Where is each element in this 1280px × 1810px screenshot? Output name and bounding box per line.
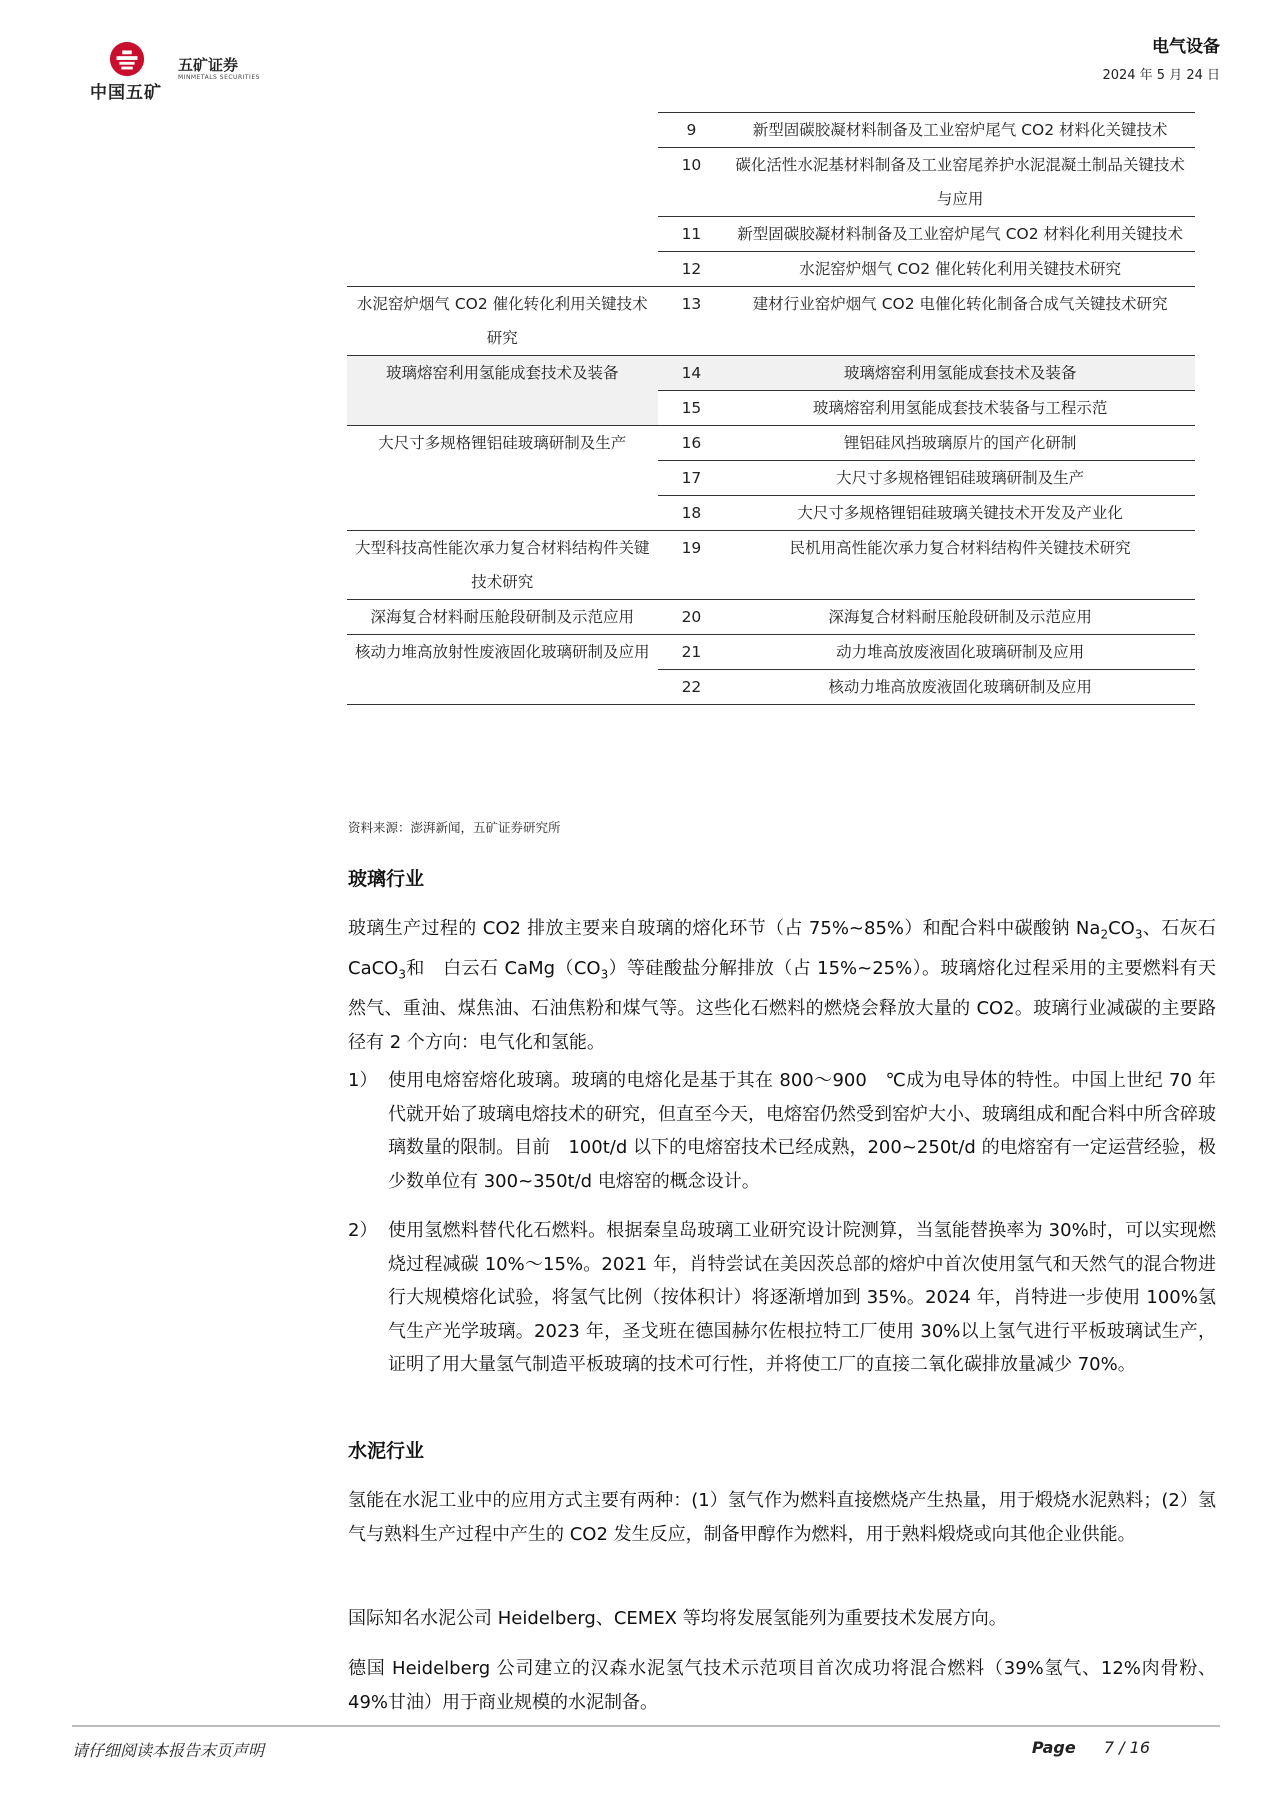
brand-name-en: MINMETALS SECURITIES xyxy=(178,74,260,81)
table-cell-item: 玻璃熔窑利用氢能成套技术装备与工程示范 xyxy=(725,391,1195,426)
table-cell-item: 核动力堆高放废液固化玻璃研制及应用 xyxy=(725,670,1195,705)
table-row xyxy=(347,113,1195,148)
table-cell-number: 19 xyxy=(658,531,726,600)
list-item-number: 2） xyxy=(348,1220,378,1241)
section-title-cement: 水泥行业 xyxy=(348,1440,425,1462)
table-cell-item: 新型固碳胶凝材料制备及工业窑炉尾气 CO2 材料化利用关键技术 xyxy=(725,217,1195,252)
table-cell-item: 大尺寸多规格锂铝硅玻璃关键技术开发及产业化 xyxy=(725,496,1195,531)
table-cell-number: 21 xyxy=(658,635,726,670)
table-row xyxy=(347,217,1195,252)
table-cell-item: 新型固碳胶凝材料制备及工业窑炉尾气 CO2 材料化关键技术 xyxy=(725,113,1195,148)
table-row xyxy=(347,391,1195,426)
brand-name: 五矿证券 xyxy=(178,56,239,74)
table-cell-item: 建材行业窑炉烟气 CO2 电催化转化制备合成气关键技术研究 xyxy=(725,287,1195,356)
glass-paragraph: 玻璃生产过程的 CO2 排放主要来自玻璃的熔化环节（占 75%~85%）和配合料中碳酸钠 $Na_2CO_3$、石灰石 CaCO$_3$和 白云石 $CaMg(CO_3)$等硅酸盐分解排放（占 15%~25%）。玻璃熔化过程采用的主要燃料有天然气、重油、煤焦油、石油焦粉和煤气等。这些化石燃料的燃烧会释放大量的 CO2。玻璃行业减碳的主要路径有 2 个方向：电气化和氢能。 xyxy=(348,918,1216,1053)
table-cell-number: 10 xyxy=(658,148,726,217)
company-logo xyxy=(90,40,260,103)
report-sector: 电气设备 xyxy=(1152,37,1220,57)
table-cell-category: 深海复合材料耐压舱段研制及示范应用 xyxy=(347,600,658,635)
table-row xyxy=(347,531,1195,600)
table-cell-number: 9 xyxy=(658,113,726,148)
table-cell-category: 核动力堆高放射性废液固化玻璃研制及应用 xyxy=(347,635,658,705)
table-cell-category: 玻璃熔窑利用氢能成套技术及装备 xyxy=(386,364,619,382)
list-item-number: 1） xyxy=(348,1070,378,1091)
table-cell-category xyxy=(347,391,658,426)
table-row xyxy=(347,635,1195,670)
table-cell-category: 大尺寸多规格锂铝硅玻璃研制及生产 xyxy=(378,434,627,452)
page-label: Page xyxy=(1031,1738,1076,1757)
project-table xyxy=(347,112,1195,705)
table-cell-number: 22 xyxy=(658,670,726,705)
cement-paragraph-3: 德国 Heidelberg 公司建立的汉森水泥氢气技术示范项目首次成功将混合燃料（39%氢气、12%肉骨粉、49%甘油）用于商业规模的水泥制备。 xyxy=(348,1658,1216,1713)
cement-paragraph-2: 国际知名水泥公司 Heidelberg、CEMEX 等均将发展氢能列为重要技术发展方向。 xyxy=(348,1608,1007,1629)
table-cell-number: 20 xyxy=(658,600,726,635)
table-cell-category xyxy=(347,217,658,252)
table-row xyxy=(347,252,1195,287)
table-row xyxy=(347,356,1195,391)
table-row xyxy=(347,461,1195,496)
table-row xyxy=(347,496,1195,531)
glass-list-item-2 xyxy=(348,1214,1216,1382)
table-row xyxy=(347,600,1195,635)
table-cell-category xyxy=(347,461,658,496)
table-cell-number: 14 xyxy=(658,356,726,391)
list-item-text: 使用电熔窑熔化玻璃。玻璃的电熔化是基于其在 800～900 ℃成为电导体的特性。中国上世纪 70 年代就开始了玻璃电熔技术的研究，但直至今天，电熔窑仍然受到窑炉大小、玻璃组成和配合料中所含碎玻璃数量的限制。目前 100t/d 以下的电熔窑技术已经成熟，200~250t/d 的电熔窑有一定运营经验，极少数单位有 300~350t/d 电熔窑的概念设计。 xyxy=(388,1070,1216,1192)
table-cell-item: 水泥窑炉烟气 CO2 催化转化利用关键技术研究 xyxy=(725,252,1195,287)
footer-disclaimer: 请仔细阅读本报告末页声明 xyxy=(72,1741,265,1760)
footer-divider xyxy=(72,1725,1220,1727)
table-cell-number: 15 xyxy=(658,391,726,426)
list-item-text: 使用氢燃料替代化石燃料。根据秦皇岛玻璃工业研究设计院测算，当氢能替换率为 30%时，可以实现燃烧过程减碳 10%～15%。2021 年，肖特尝试在美因茨总部的熔炉中首次使用氢气和天然气的混合物进行大规模熔化试验，将氢气比例（按体积计）将逐渐增加到 35%。2024 年，肖特进一步使用 100%氢气生产光学玻璃。2023 年，圣戈班在德国赫尔佐根拉特工厂使用 30%以上氢气进行平板玻璃试生产，证明了用大量氢气制造平板玻璃的技术可行性，并将使工厂的直接二氧化碳排放量减少 70%。 xyxy=(388,1220,1216,1375)
table-cell-item: 锂铝硅风挡玻璃原片的国产化研制 xyxy=(725,426,1195,461)
table-cell-category: 大型科技高性能次承力复合材料结构件关键技术研究 xyxy=(347,531,658,600)
table-source-note: 资料来源：澎湃新闻，五矿证券研究所 xyxy=(348,820,561,835)
table-cell-item: 大尺寸多规格锂铝硅玻璃研制及生产 xyxy=(725,461,1195,496)
table-cell-item: 动力堆高放废液固化玻璃研制及应用 xyxy=(725,635,1195,670)
table-row xyxy=(347,426,1195,461)
table-cell-number: 17 xyxy=(658,461,726,496)
table-cell-category xyxy=(347,148,658,217)
table-cell-item: 玻璃熔窑利用氢能成套技术及装备 xyxy=(725,356,1195,391)
cement-paragraph-1: 氢能在水泥工业中的应用方式主要有两种：(1）氢气作为燃料直接燃烧产生热量，用于煅烧水泥熟料；(2）氢气与熟料生产过程中产生的 CO2 发生反应，制备甲醇作为燃料，用于熟料煅烧或向其他企业供能。 xyxy=(348,1490,1216,1545)
table-cell-number: 11 xyxy=(658,217,726,252)
minmetals-emblem-icon xyxy=(108,40,146,78)
glass-list-item-1 xyxy=(348,1064,1216,1198)
table-cell-number: 12 xyxy=(658,252,726,287)
table-cell-category: 水泥窑炉烟气 CO2 催化转化利用关键技术研究 xyxy=(347,287,658,356)
table-row xyxy=(347,148,1195,217)
table-cell-number: 18 xyxy=(658,496,726,531)
table-cell-number: 16 xyxy=(658,426,726,461)
table-cell-item: 民机用高性能次承力复合材料结构件关键技术研究 xyxy=(725,531,1195,600)
report-date: 2024 年 5 月 24 日 xyxy=(1102,68,1220,83)
table-cell-item: 碳化活性水泥基材料制备及工业窑尾养护水泥混凝土制品关键技术与应用 xyxy=(725,148,1195,217)
page-indicator xyxy=(1032,1738,1150,1757)
logo-text-cn: 中国五矿 xyxy=(90,83,162,103)
table-cell-number: 13 xyxy=(658,287,726,356)
table-cell-category xyxy=(347,252,658,287)
table-row xyxy=(347,287,1195,356)
table-cell-item: 深海复合材料耐压舱段研制及示范应用 xyxy=(725,600,1195,635)
table-cell-category xyxy=(347,496,658,531)
table-cell-category xyxy=(347,113,658,148)
page-number: 7 / 16 xyxy=(1103,1738,1150,1757)
section-title-glass: 玻璃行业 xyxy=(348,868,425,890)
